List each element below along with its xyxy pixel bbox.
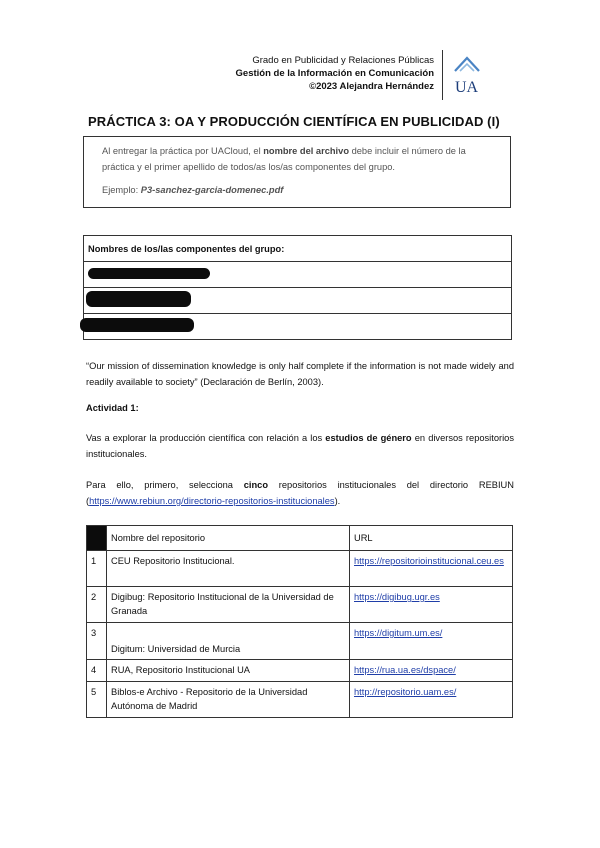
row-number: 4	[87, 660, 107, 682]
repository-name: Biblos-e Archivo - Repositorio de la Universidad Autónoma de Madrid	[107, 682, 350, 718]
header-course: Gestión de la Información en Comunicación	[235, 68, 434, 79]
table-row	[87, 587, 513, 623]
redacted-name	[86, 291, 191, 307]
redacted-name	[80, 318, 194, 332]
p2-text-b: repositorios institucionales del directorio REBIUN (	[86, 480, 514, 506]
member-row	[84, 262, 512, 288]
activity-title: Actividad 1:	[86, 403, 139, 413]
p2-text-c: ).	[334, 496, 341, 506]
ua-logo-text: UA	[455, 79, 479, 96]
header-copyright: ©2023 Alejandra Hernández	[309, 81, 434, 92]
table-row	[87, 551, 513, 587]
repository-url-link[interactable]: https://rua.ua.es/dspace/	[354, 665, 456, 675]
activity-paragraph-1	[86, 430, 514, 462]
header-degree: Grado en Publicidad y Relaciones Públicas	[252, 55, 434, 66]
page-title: PRÁCTICA 3: OA Y PRODUCCIÓN CIENTÍFICA EN PUBLICIDAD (I)	[88, 114, 500, 129]
repository-url-link[interactable]: http://repositorio.uam.es/	[354, 687, 457, 697]
row-number: 1	[87, 551, 107, 587]
example-filename: P3-sanchez-garcia-domenec.pdf	[140, 185, 284, 195]
repository-url-link[interactable]: https://digibug.ugr.es	[354, 592, 440, 602]
p1-text-b: en diversos repositorios institucionales.	[86, 433, 514, 459]
instructions-text	[102, 143, 500, 175]
instructions-part2: debe incluir el número de la práctica y el primer apellido de todos/as los/as componentes del grupo.	[102, 146, 466, 172]
table-header-row	[87, 526, 513, 551]
rebiun-directory-link[interactable]: https://www.rebiun.org/directorio-repositorios-institucionales	[89, 496, 335, 506]
repository-url-link[interactable]: https://repositorioinstitucional.ceu.es	[354, 556, 504, 566]
row-number: 3	[87, 623, 107, 660]
header-number-cell	[87, 526, 107, 551]
row-number: 2	[87, 587, 107, 623]
instructions-bold: nombre del archivo	[263, 146, 349, 156]
row-number: 5	[87, 682, 107, 718]
document-header	[236, 54, 434, 93]
instructions-box	[83, 136, 511, 208]
member-row	[84, 288, 512, 314]
header-repository-name: Nombre del repositorio	[107, 526, 350, 551]
p2-bold: cinco	[243, 480, 269, 490]
example-label: Ejemplo:	[102, 185, 141, 195]
table-row	[87, 682, 513, 718]
p1-bold: estudios de género	[325, 433, 412, 443]
header-url: URL	[350, 526, 513, 551]
instructions-part1: Al entregar la práctica por UACloud, el	[102, 146, 264, 156]
group-members-table	[83, 235, 512, 340]
repository-table	[86, 525, 513, 718]
repository-name: Digibug: Repositorio Institucional de la Universidad de Granada	[107, 587, 350, 623]
members-header: Nombres de los/las componentes del grupo:	[84, 236, 512, 262]
repository-name: Digitum: Universidad de Murcia	[107, 623, 350, 660]
header-divider	[442, 50, 443, 100]
repository-name: CEU Repositorio Institucional.	[107, 551, 350, 587]
repository-name: RUA, Repositorio Institucional UA	[107, 660, 350, 682]
activity-paragraph-2	[86, 477, 514, 509]
repository-url-link[interactable]: https://digitum.um.es/	[354, 628, 443, 638]
table-row	[87, 660, 513, 682]
p2-text-a: Para ello, primero, selecciona	[86, 480, 244, 490]
p1-text-a: Vas a explorar la producción científica con relación a los	[86, 433, 326, 443]
example-line	[102, 182, 500, 198]
berlin-quote: “Our mission of dissemination knowledge is only half complete if the information is not made widely and readily available to society” (Declaración de Berlín, 2003).	[86, 361, 514, 387]
member-row	[84, 314, 512, 340]
table-row	[87, 623, 513, 660]
redacted-name	[88, 268, 210, 279]
